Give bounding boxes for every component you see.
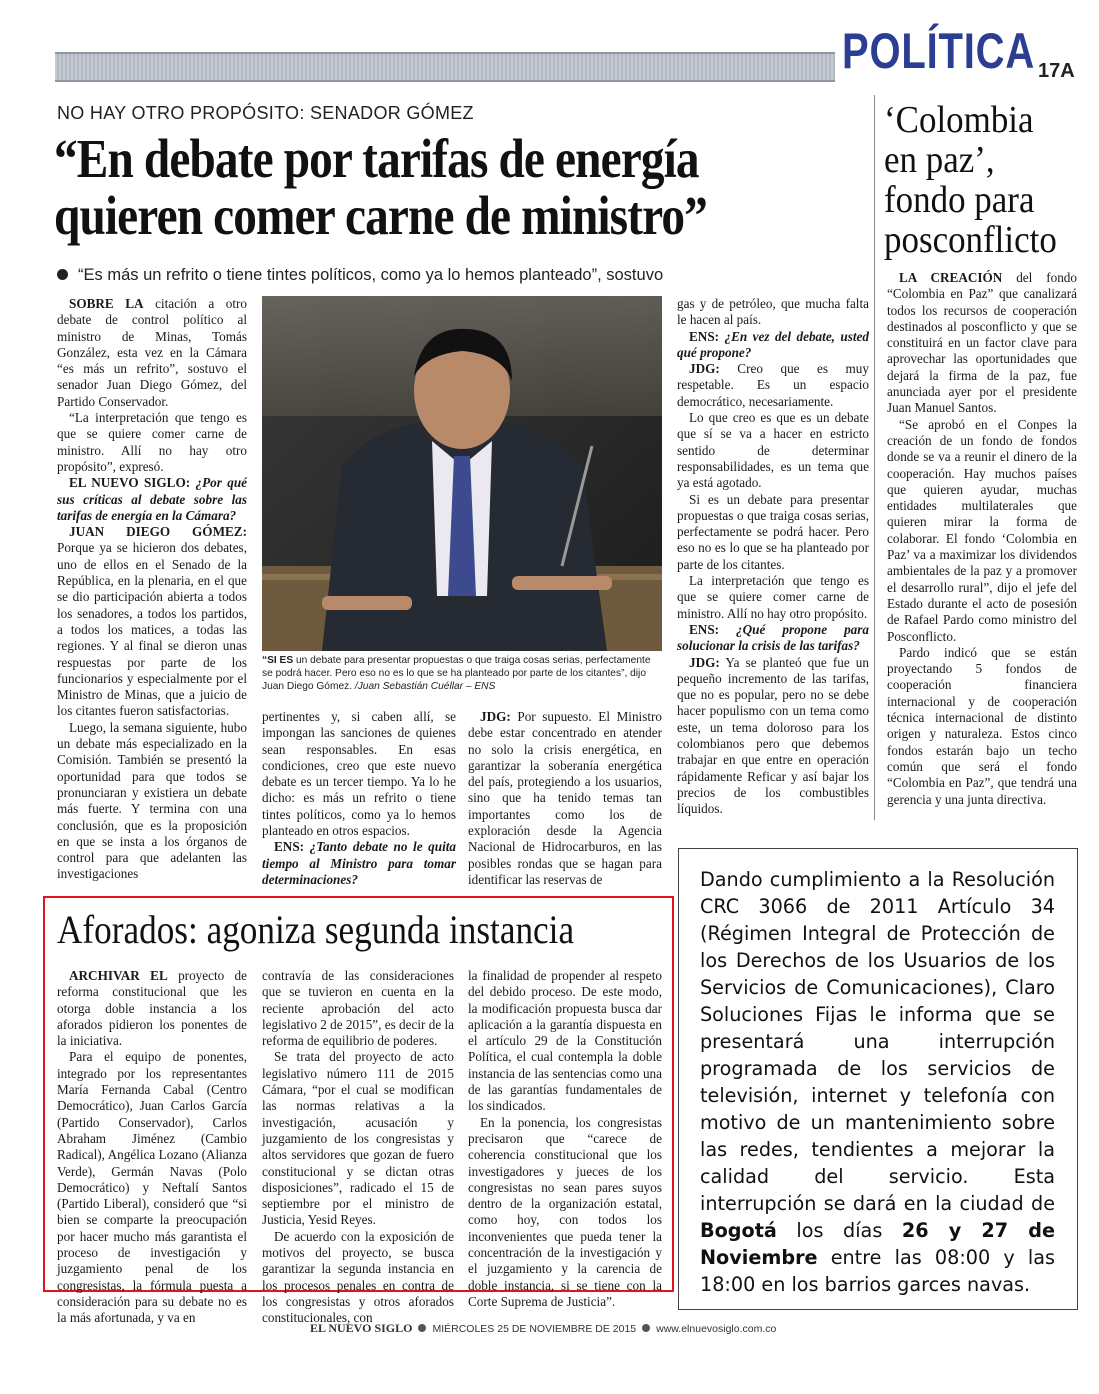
paragraph: ENS: ¿Tanto debate no le quita tiempo al Ministro para tomar determinaciones? — [262, 839, 456, 887]
subhead-text: “Es más un refrito o tiene tintes políticos, como ya lo hemos planteado”, sostuvo — [78, 266, 664, 284]
article-column-4 — [677, 296, 869, 818]
speaker-at-podium-image — [262, 296, 662, 651]
paragraph: ENS: ¿Qué propone para solucionar la crisis de las tarifas? — [677, 621, 869, 654]
headline-line-2: quieren comer carne de ministro” — [54, 185, 707, 246]
section-banner-bar — [55, 52, 835, 82]
paragraph: Para el equipo de ponentes, integrado por los representantes María Fernanda Cabal (Centro Democrático), Juan Carlos García (Partido Conservador), Carlos Abraham Jiménez (Cambio Radical), Angélica Lozano (Alianza Verde), Germán Navas (Polo Democrático) y Neftalí Santos (Partido Liberal), consideró que “si bien se comparte la preocupación por hacer mucho más garantista el proceso de investigación y juzgamiento penal de los congresistas, la fórmula puesta a consideración para su debate no es la más afortunada, y va en — [57, 1049, 247, 1326]
article-column-3 — [468, 709, 662, 888]
page-footer — [310, 1321, 776, 1336]
sidebar-article — [887, 270, 1077, 808]
article-subhead — [57, 266, 663, 285]
paragraph: Lo que creo es que es un debate que sí se va a hacer en estricto sentido de determinar responsabilidades, es un tema que ya está agotado. — [677, 410, 869, 491]
aforados-column-3 — [468, 968, 662, 1310]
photo-caption: “SI ES un debate para presentar propuestas o que traiga cosas serias, perfectamente se podrá hacer. Pero eso no es lo que se ha planteado por parte de los citantes”, dijo Juan Diego Gómez. /Juan Sebastián Cuéllar – ENS — [262, 655, 651, 692]
paragraph: SOBRE LA citación a otro debate de control político al ministro de Minas, Tomás González, esta vez en la Cámara “es más un refrito”, sostuvo el senador Juan Diego Gómez, del Partido Conservador. — [57, 296, 247, 409]
article-column-1 — [57, 296, 247, 883]
paragraph: pertinentes y, si caben allí, se impongan las sanciones de quienes sean responsables. En esas condiciones, creo que este nuevo debate es un tercer tiempo. Ya lo he dicho: es más un refrito o tiene tintes políticos, como ya lo hemos planteado en otros espacios. — [262, 709, 456, 839]
article-column-2 — [262, 709, 456, 888]
bullet-icon — [57, 269, 68, 280]
service-notice-text: Dando cumplimiento a la Resolución CRC 3066 de 2011 Artículo 34 (Régimen Integral de Protección de los Derechos de los Usuarios de los Servicios de Comunicaciones), Claro Soluciones Fijas le informa que se presentará una interrupción programada de los servicios de televisión, internet y telefonía con motivo de un mantenimiento sobre las redes, tendientes a mejorar la calidad del servicio. Esta interrupción se dará en la ciudad de Bogotá los días 26 y 27 de Noviembre entre las 08:00 y las 18:00 en los barrios garces navas. — [700, 868, 1055, 1296]
page-number: 17A — [1038, 60, 1075, 82]
notice-days: 26 y 27 de Noviembre — [700, 1219, 1055, 1269]
paragraph: Se trata del proyecto de acto legislativo número 111 de 2015 Cámara, “por el cual se modifican las normas relativas a la investigación, acusación y juzgamiento de los congresistas y altos servidores que gozan de fuero constitucional y se dictan otras disposiciones”, radicado el 15 de septiembre por el ministro de Justicia, Yesid Reyes. — [262, 1049, 454, 1228]
newspaper-name: EL NUEVO SIGLO — [310, 1321, 413, 1335]
bullet-icon — [642, 1324, 650, 1332]
paragraph: “Se aprobó en el Conpes la creación de un fondo de fondos donde se va a reunir el dinero de la cooperación. Hay muchos países que quieren ayudar, muchas entidades multilaterales que quieren mirar la forma de colaborar. El fondo ‘Colombia en Paz’ va a maximizar los dividendos ambientales de la paz y a promover el desarrollo rural”, dijo el jefe del Estado durante el acto de posesión de Rafael Pardo como ministro del Posconflicto. — [887, 416, 1077, 644]
paragraph: ARCHIVAR EL proyecto de reforma constitucional que les otorga doble instancia a los aforados pidieron los ponentes de la iniciativa. — [57, 968, 247, 1049]
footer-date: MIÉRCOLES 25 DE NOVIEMBRE DE 2015 — [432, 1323, 637, 1335]
paragraph: JDG: Ya se planteó que fue un pequeño incremento de las tarifas, que no es popular, pero no se debe hacer populismo con un tema como este, un tema doloroso para los colombianos pero que debemos trabajar en que entre en operación rápidamente Reficar y así bajar los precios de los combustibles líquidos. — [677, 654, 869, 817]
column-divider — [874, 95, 875, 820]
paragraph: contravía de las consideraciones que se tuvieron en cuenta en la reciente aprobación del acto legislativo 2 de 2015”, es decir de la reforma de equilibrio de poderes. — [262, 968, 454, 1049]
paragraph: La interpretación que tengo es que se quiere comer carne de ministro. Allí no hay otro propósito. — [677, 573, 869, 621]
aforados-column-1 — [57, 968, 247, 1327]
aforados-column-2 — [262, 968, 454, 1327]
photo-credit: /Juan Sebastián Cuéllar – ENS — [352, 681, 496, 692]
paragraph: ENS: ¿En vez del debate, usted qué propone? — [677, 328, 869, 360]
paragraph: JDG: Creo que es muy respetable. Es un espacio democrático, necesariamente. — [677, 361, 869, 409]
article-headline — [54, 130, 755, 244]
paragraph: “La interpretación que tengo es que se quiere comer carne de ministro. Allí no hay otro propósito”, expresó. — [57, 410, 247, 474]
headline-line-1: “En debate por tarifas de energía — [54, 128, 699, 189]
paragraph: Pardo indicó que se están proyectando 5 fondos de cooperación financiera internacional y de cooperación técnica internacional de distinto origen y naturaleza. Estos cinco fondos estarán bajo un techo común que será el fondo “Colombia en Paz”, que tendrá una gerencia y una junta directiva. — [887, 644, 1077, 807]
paragraph: JDG: Por supuesto. El Ministro debe estar concentrado en atender no solo la crisis energética, en garantizar la soberanía energética del país, protegiendo a los usuarios, sino que ha tenido temas tan importantes como los de exploración desde la Agencia Nacional de Hidrocarburos, en las posibles rondas que se hagan para identificar las reservas de — [468, 709, 662, 887]
section-title: POLÍTICA — [842, 23, 1036, 79]
paragraph: Luego, la semana siguiente, hubo un debate más especializado en la Comisión. También se presentó la oportunidad para que todos se pronunciaran y existiera un debate más fuerte. Y termina con una conclusión, que es la proposición en que se insta a los órganos de control para que adelanten las investigaciones — [57, 719, 247, 882]
aforados-headline: Aforados: agoniza segunda instancia — [57, 907, 575, 952]
paragraph: EL NUEVO SIGLO: ¿Por qué sus críticas al debate sobre las tarifas de energía en la Cámara? — [57, 475, 247, 523]
footer-url[interactable]: www.elnuevosiglo.com.co — [656, 1323, 777, 1335]
paragraph: En la ponencia, los congresistas precisaron que “carece de coherencia constitucional que los investigadores y jueces de los congresistas no sean pares suyos dentro de la organización estatal, como hoy, con todos los inconvenientes que pueda tener la concentración de la investigación y el juzgamiento y la carencia de doble instancia, si se tiene con la Corte Suprema de Justicia”. — [468, 1114, 662, 1309]
paragraph: gas y de petróleo, que mucha falta le hacen al país. — [677, 296, 869, 328]
paragraph: la finalidad de propender al respeto del debido proceso. De este modo, la modificación propuesta busca dar aplicación a la garantía dispuesta en el artículo 29 de la Constitución Política, el cual contempla la doble instancia de las sentencias como una de las garantías fundamentales de los sindicados. — [468, 968, 662, 1114]
sidebar-headline: ‘Colombia en paz’, fondo para posconflicto — [884, 99, 1057, 261]
paragraph: JUAN DIEGO GÓMEZ: Porque ya se hicieron dos debates, uno de ellos en el Senado de la República, en la plenaria, en el que se dio participación abierta a todos los senadores, a todos los partidos, a todos los matices, a todas las regiones. Y al final se dieron unas respuestas por parte de los funcionarios y especialmente por el Ministro de Minas, que a juicio de los citantes fueron satisfactorias. — [57, 524, 247, 719]
bullet-icon — [418, 1324, 426, 1332]
article-kicker: NO HAY OTRO PROPÓSITO: SENADOR GÓMEZ — [57, 103, 474, 123]
paragraph: LA CREACIÓN del fondo “Colombia en Paz” que canalizará todos los recursos de cooperación destinados al posconflicto y que se constituirá en un factor clave para aprovechar las oportunidades que dejará la firma de la paz, fue anunciada ayer por el presidente Juan Manuel Santos. — [887, 270, 1077, 416]
notice-city: Bogotá — [700, 1219, 777, 1242]
article-photo — [262, 296, 662, 651]
paragraph: Si es un debate para presentar propuestas o que traiga cosas serias, perfectamente se podrá hacer. Pero eso no es lo que se ha planteado por parte de los citantes. — [677, 491, 869, 572]
paragraph: De acuerdo con la exposición de motivos del proyecto, se busca garantizar la segunda instancia en los procesos penales en contra de los congresistas y otros aforados constitucionales, con — [262, 1228, 454, 1326]
